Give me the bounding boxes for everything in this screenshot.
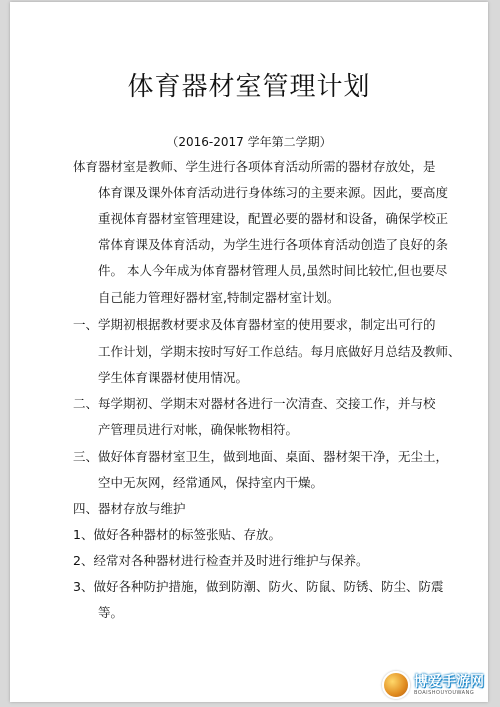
paragraph-line: 空中无灰网，经常通风，保持室内干燥。 [98,475,324,490]
paragraph-line: 1、做好各种器材的标签张贴、存放。 [73,527,281,542]
paragraph-line: 等。 [98,605,124,620]
paragraph-line: 常体育课及体育活动，为学生进行各项体育活动创造了良好的条 [98,237,449,252]
paragraph-line: 件。 本人今年成为体育器材管理人员,虽然时间比较忙,但也要尽 [98,263,448,278]
paragraph-line: 三、做好体育器材室卫生，做到地面、桌面、器材架干净，无尘土， [73,449,449,464]
paragraph-line: 一、学期初根据教材要求及体育器材室的使用要求，制定出可行的 [73,317,436,332]
document-subtitle: （2016-2017 学年第二学期） [166,135,332,149]
watermark-logo-icon [382,671,410,699]
watermark-text: 博爱手游网 [414,673,484,690]
paragraph-line: 产管理员进行对帐，确保帐物相符。 [98,422,299,437]
paragraph-line: 3、做好各种防护措施，做到防潮、防火、防鼠、防锈、防尘、防震 [73,579,444,594]
paragraph-line: 学生体育课器材使用情况。 [98,370,249,385]
paragraph-line: 工作计划，学期末按时写好工作总结。每月底做好月总结及教师、 [98,344,461,359]
paragraph-line: 体育课及课外体育活动进行身体练习的主要来源。因此，要高度 [98,185,449,200]
document-page [10,2,488,702]
paragraph-line: 2、经常对各种器材进行检查并及时进行维护与保养。 [73,553,369,568]
watermark-subtext: BOAISHOUYOUWANG [414,689,475,696]
paragraph-line: 体育器材室是教师、学生进行各项体育活动所需的器材存放处，是 [73,159,436,174]
site-watermark [382,671,484,699]
paragraph-line: 重视体育器材室管理建设，配置必要的器材和设备，确保学校正 [98,211,449,226]
document-title: 体育器材室管理计划 [127,72,371,102]
paragraph-line: 自己能力管理好器材室,特制定器材室计划。 [98,290,340,305]
paragraph-line: 四、器材存放与维护 [73,501,186,516]
paragraph-line: 二、每学期初、学期末对器材各进行一次清查、交接工作，并与校 [73,396,436,411]
